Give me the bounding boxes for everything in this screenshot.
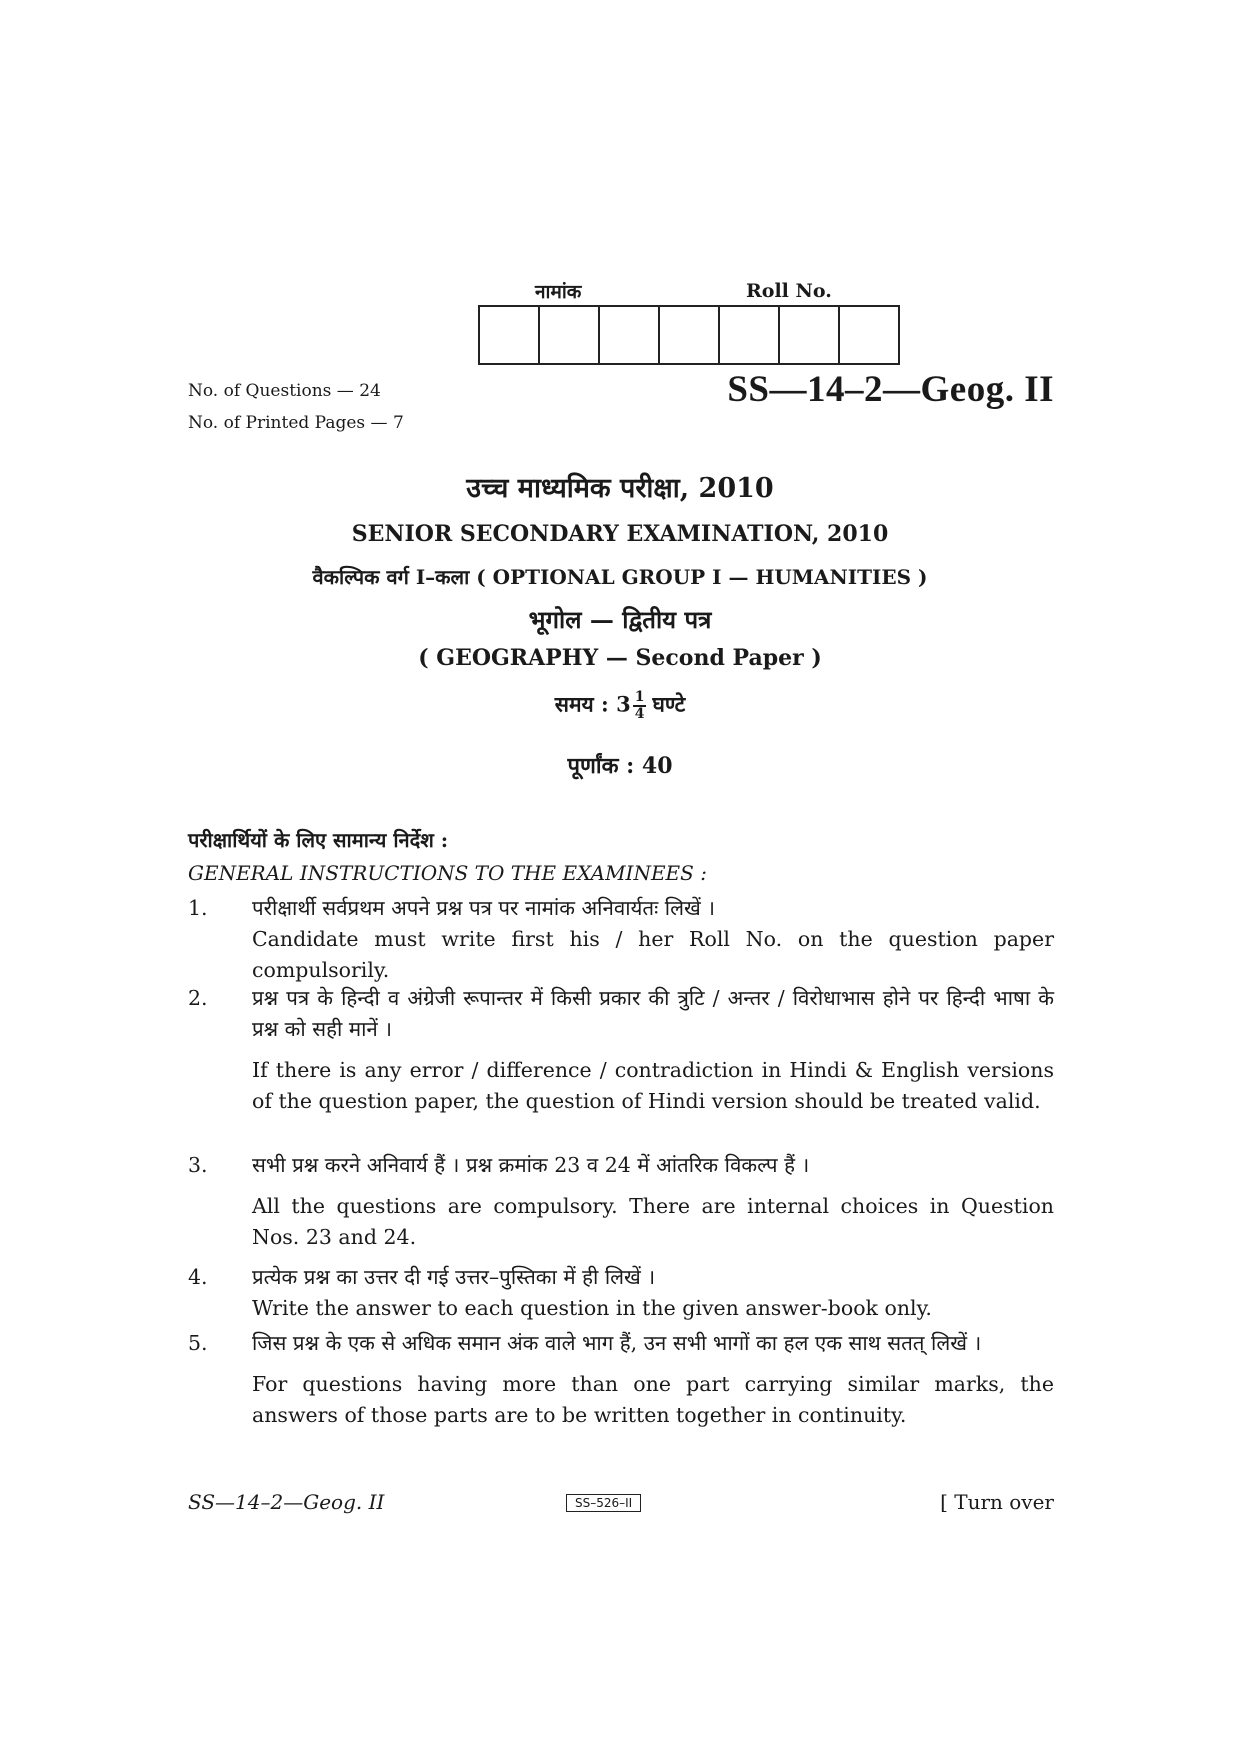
item-number: 4. xyxy=(188,1265,208,1289)
roll-label-hindi: नामांक xyxy=(535,281,582,303)
instruction-item-4 xyxy=(188,1262,1054,1324)
roll-box[interactable] xyxy=(538,305,600,365)
subject-hindi: भूगोल — द्वितीय पत्र xyxy=(528,605,712,634)
item-hindi-text: प्रश्न पत्र के हिन्दी व अंग्रेजी रूपान्तर में किसी प्रकार की त्रुटि / अन्तर / विरोधाभास होने पर हिन्दी भाषा के प्रश्न को सही मानें । xyxy=(252,986,1054,1041)
item-english-text: If there is any error / difference / contradiction in Hindi & English versions of the question paper, the question of Hindi version should be treated valid. xyxy=(252,1058,1054,1113)
footer-paper-code: SS—14–2—Geog. II xyxy=(188,1490,385,1514)
question-count: No. of Questions — 24 xyxy=(188,381,381,401)
instructions-title-hindi: परीक्षार्थियों के लिए सामान्य निर्देश : xyxy=(188,828,449,852)
item-number: 2. xyxy=(188,986,208,1010)
item-number: 3. xyxy=(188,1153,208,1177)
turn-over-note: [ Turn over xyxy=(940,1490,1054,1514)
fraction-numerator: 1 xyxy=(634,689,645,705)
item-number: 1. xyxy=(188,896,208,920)
paper-code: SS—14–2—Geog. II xyxy=(727,369,1054,410)
item-hindi-text: जिस प्रश्न के एक से अधिक समान अंक वाले भाग हैं, उन सभी भागों का हल एक साथ सतत् लिखें । xyxy=(252,1331,982,1355)
item-english-text: Write the answer to each question in the given answer-book only. xyxy=(252,1296,932,1320)
item-hindi-text: प्रत्येक प्रश्न का उत्तर दी गई उत्तर–पुस्तिका में ही लिखें । xyxy=(252,1265,656,1289)
item-number: 5. xyxy=(188,1331,208,1355)
exam-title-english: SENIOR SECONDARY EXAMINATION, 2010 xyxy=(351,521,889,547)
item-english-text: For questions having more than one part carrying similar marks, the answers of those parts are to be written together in continuity. xyxy=(252,1372,1054,1427)
printed-pages: No. of Printed Pages — 7 xyxy=(188,413,404,433)
optional-group: वैकल्पिक वर्ग I–कला ( OPTIONAL GROUP I — HUMANITIES ) xyxy=(312,565,928,589)
exam-title-hindi: उच्च माध्यमिक परीक्षा, 2010 xyxy=(466,473,774,504)
roll-label-english: Roll No. xyxy=(746,280,832,302)
roll-number-labels xyxy=(535,278,835,304)
instructions-title-english: GENERAL INSTRUCTIONS TO THE EXAMINEES : xyxy=(188,861,707,885)
instruction-item-2 xyxy=(188,983,1054,1117)
roll-box[interactable] xyxy=(598,305,660,365)
time-fraction xyxy=(633,690,647,722)
instruction-item-1 xyxy=(188,893,1054,986)
roll-box[interactable] xyxy=(658,305,720,365)
roll-box[interactable] xyxy=(838,305,900,365)
item-hindi-text: परीक्षार्थी सर्वप्रथम अपने प्रश्न पत्र पर नामांक अनिवार्यतः लिखें । xyxy=(252,896,716,920)
subject-english: ( GEOGRAPHY — Second Paper ) xyxy=(418,645,822,671)
footer-series-code: SS–526–II xyxy=(566,1494,641,1512)
time-label: समय : 3 xyxy=(554,691,631,717)
instruction-item-5 xyxy=(188,1328,1054,1431)
roll-box[interactable] xyxy=(718,305,780,365)
roll-number-boxes xyxy=(480,305,900,365)
time-unit: घण्टे xyxy=(652,691,686,717)
roll-box[interactable] xyxy=(778,305,840,365)
item-english-text: Candidate must write first his / her Roll No. on the question paper compulsorily. xyxy=(252,927,1054,982)
max-marks: पूर्णांक : 40 xyxy=(567,753,673,779)
time-allowed xyxy=(0,690,1240,722)
page-footer xyxy=(188,1490,1054,1520)
item-hindi-text: सभी प्रश्न करने अनिवार्य हैं । प्रश्न क्रमांक 23 व 24 में आंतरिक विकल्प हैं । xyxy=(252,1153,810,1177)
fraction-denominator: 4 xyxy=(634,706,645,722)
instruction-item-3 xyxy=(188,1150,1054,1253)
roll-box[interactable] xyxy=(478,305,540,365)
item-english-text: All the questions are compulsory. There are internal choices in Question Nos. 23 and 24. xyxy=(252,1194,1054,1249)
